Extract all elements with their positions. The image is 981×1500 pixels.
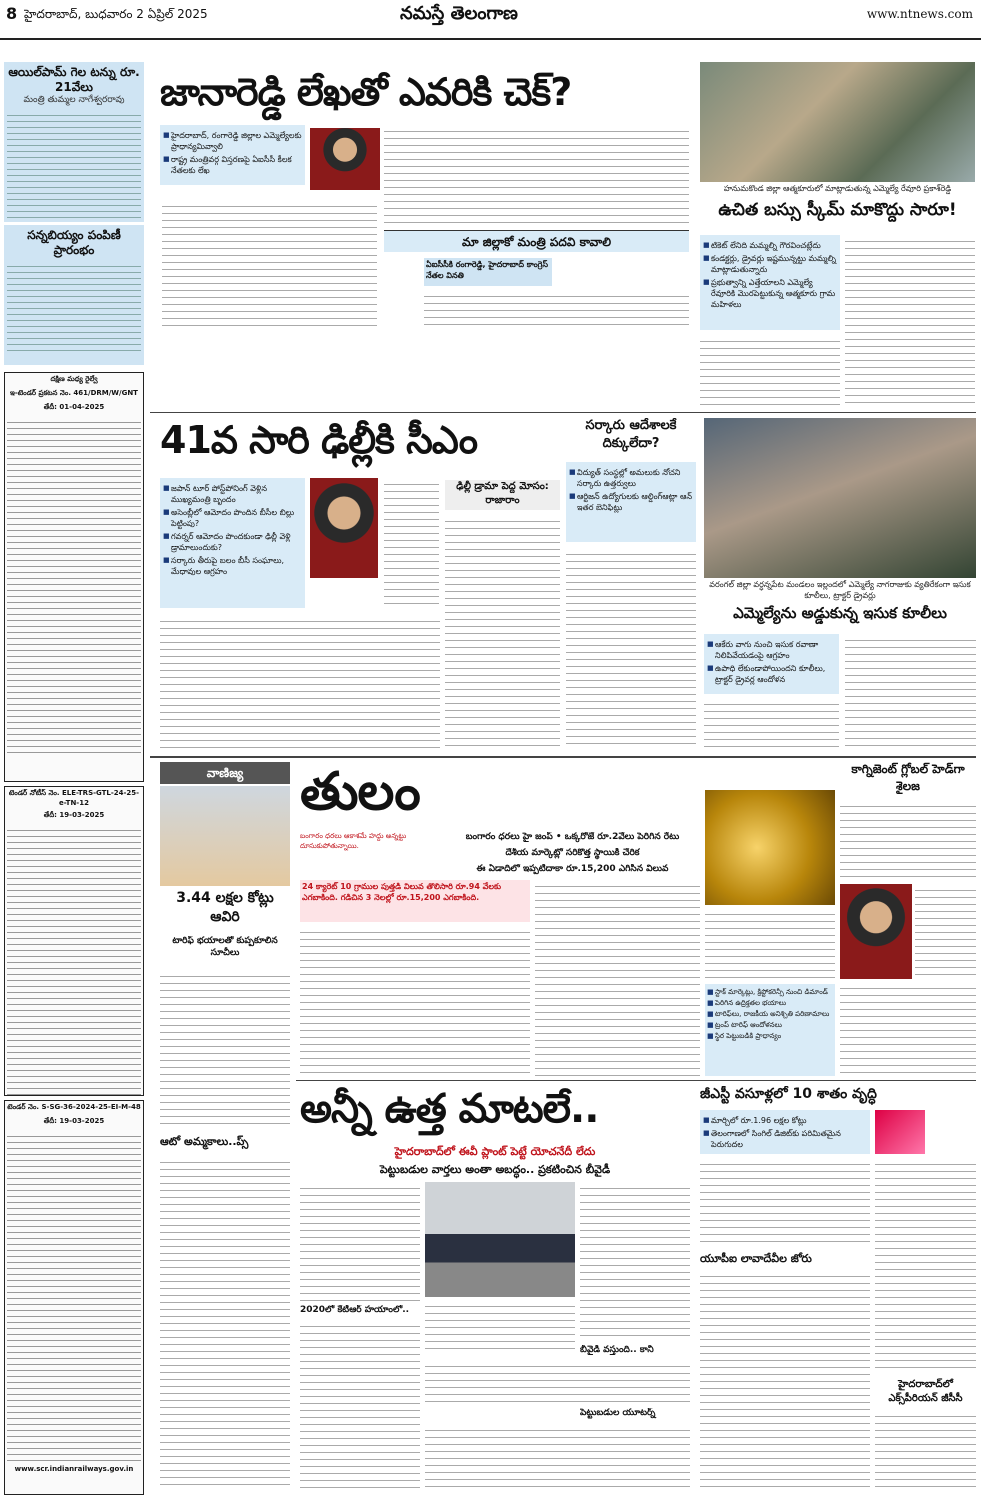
top-bullet-1: ■ హైదరాబాద్, రంగారెడ్డి జిల్లాల ఎమ్మెల్యేలకు ప్రాధాన్యమివ్వాలి — [163, 130, 302, 152]
right-mid-bullets — [704, 634, 839, 694]
upi-title: యూపీఐ లావాదేవీల జోరు — [700, 1252, 812, 1265]
right-top-photo — [700, 62, 975, 182]
gold-factor-4: ■ ట్రంప్ టారిఫ్ ఆందోళనలు — [707, 1021, 833, 1030]
right-mid-body-2 — [704, 698, 839, 750]
tender-date-2: తేదీ: 19-03-2025 — [43, 811, 105, 819]
bottom-headline: అన్నీ ఉత్త మాటలే.. — [300, 1086, 599, 1132]
mid-body-3 — [445, 515, 560, 750]
janareddy-photo — [310, 128, 380, 190]
right-top-headline: ఉచిత బస్సు స్కీమ్ మాకొద్దు సారూ! — [718, 200, 957, 220]
top-sub-story — [384, 230, 689, 252]
gold-body-2 — [535, 880, 700, 1076]
right-top-body — [845, 235, 975, 405]
right-mid-caption: వరంగల్ జిల్లా వర్ధన్నపేట మండలం ఇల్లందలో ఎమ్మెల్యే నాగరాజుకు వ్యతిరేకంగా ఇసుక కూలీలు, ట్రాక్టర్ డ్రైవర్లు — [709, 580, 971, 600]
commerce-left-title: 3.44 లక్షల కోట్లు ఆవిరి — [176, 890, 274, 925]
mid-side-body — [566, 548, 696, 750]
website-link[interactable]: www.ntnews.com — [866, 7, 973, 21]
bottom-body-6 — [425, 1424, 690, 1490]
right-mid-photo — [704, 418, 976, 578]
tender-date-1: తేదీ: 01-04-2025 — [43, 403, 105, 411]
commerce-section-label: వాణిజ్య — [160, 762, 290, 784]
bottom-strap: పెట్టుబడుల వార్తలు అంతా అబద్ధం.. ప్రకటించిన బీవైడీ — [379, 1163, 611, 1176]
left-story-2-body — [7, 261, 141, 356]
auto-sales-body — [160, 1156, 290, 1486]
cognizant-body-3 — [840, 982, 976, 1076]
bottom-body-3 — [300, 1320, 420, 1490]
bottom-subhead-2: బీవైడీ వస్తుంది.. కానీ — [580, 1345, 654, 1355]
mid-bullet-3: ■ గవర్నర్ ఆమోదం పొందకుండా ఢిల్లీ వెళ్లి డ్రామాలుందుకు? — [163, 531, 302, 553]
tender-title-1: ఇ-టెండర్ ప్రకటన నెం. 461/DRM/W/GNT — [10, 389, 138, 397]
gold-sub-strap-3: ఈ ఏడాదిలో ఇప్పటిదాకా రూ.15,200 ఎగిసిన విలువ — [476, 864, 669, 874]
right-mid-body — [845, 634, 976, 750]
top-body-col2 — [384, 125, 689, 225]
bottom-body-5 — [425, 1360, 690, 1405]
top-body-col3 — [424, 290, 689, 330]
gold-body-1 — [300, 926, 530, 1076]
right-top-bullet-1: ■ టికెట్ లేనిది మమ్మల్ని గౌరవించట్లేదు — [703, 240, 837, 251]
bottom-subhead-3: పెట్టుబడుల యూటర్న్ — [580, 1408, 656, 1418]
right-top-bullets — [700, 235, 840, 330]
gst-body-2 — [875, 1158, 976, 1373]
mid-headline: 41వ సారి ఢిల్లీకి సీఎం — [160, 418, 478, 462]
gold-strap: బంగారం ధరలు ఆకాశమే హద్దు అన్నట్టు దూసుకుపోతున్నాయి. — [300, 832, 407, 850]
gold-red-note: 24 క్యారెట్ 10 గ్రాముల పుత్తడి విలువ తొలిసారి రూ.94 వేలకు ఎగబాకింది. గడిచిన 3 నెలల్లో రూ.15,200 ఎగబాకింది. — [300, 880, 530, 922]
cognizant-body-2 — [915, 884, 976, 979]
byd-showroom-photo — [425, 1182, 575, 1297]
cm-photo — [310, 478, 378, 578]
market-stress-photo — [160, 786, 290, 886]
gst-bullet-1: ■ మార్చిలో రూ.1.96 లక్షల కోట్లు — [703, 1115, 867, 1126]
left-story-2 — [4, 225, 144, 365]
dateline: హైదరాబాద్, బుధవారం 2 ఏప్రిల్ 2025 — [24, 7, 208, 21]
mid-body-2 — [160, 615, 440, 750]
mid-side-title: ఢిల్లీ డ్రామా పెద్ద మోసం: రాజారాం — [445, 480, 560, 510]
gold-factor-1: ■ స్టాక్ మార్కెట్లు, క్రిప్టోకరెన్సీ నుంచి డిమాండ్ — [707, 988, 833, 997]
gold-factor-5: ■ స్థిర పెట్టుబడికి ప్రాధాన్యం — [707, 1032, 833, 1041]
gold-body-3 — [705, 908, 835, 980]
bottom-body-2 — [580, 1182, 690, 1342]
shailaja-photo — [840, 884, 912, 979]
expo-body — [875, 1410, 976, 1490]
cognizant-body — [840, 800, 976, 880]
top-sub-kicker: ఏఐసీసీకి రంగారెడ్డి, హైదరాబాద్ కాంగ్రెస్ నేతల వినతి — [424, 258, 552, 286]
bottom-red-strap: హైదరాబాద్‌లో ఈవీ ప్లాంట్ పెట్టే యోచనేదీ లేదు — [394, 1145, 596, 1158]
bottom-body-4 — [425, 1300, 575, 1355]
gst-bullet-2: ■ తెలంగాణలో సింగిల్ డిజిట్‌కు పరిమితమైన పెరుగుదల — [703, 1128, 867, 1150]
tender-title-2: టెండర్ నోటీస్ నెం. ELE-TRS-GTL-24-25-e-TN-12 — [8, 789, 140, 807]
top-bullets — [160, 125, 305, 185]
right-top-bullet-3: ■ ప్రభుత్వాన్ని ఎత్తేయాలని ఎమ్మెల్యే రేవూరికి మొరపెట్టుకున్న ఆత్మకూరు గ్రామ మహిళలు — [703, 277, 837, 310]
mid-side-kicker: సర్కారు ఆదేశాలకే దిక్కులేదా? — [585, 418, 677, 451]
tender-footer-link[interactable]: www.scr.indianrailways.gov.in — [14, 1465, 134, 1473]
right-top-bullet-2: ■ కండక్టర్లు, డ్రైవర్లు ఇష్టమున్నట్టు మమ్మల్ని మాట్లాడుతున్నారు — [703, 253, 837, 275]
gold-headline: తులం — [300, 762, 420, 822]
railway-tender-ad-3 — [4, 1100, 144, 1495]
mid-bullet-2: ■ అసెంబ్లీలో ఆమోదం పొందిన బీసీల బిల్లు పెట్టింపు? — [163, 507, 302, 529]
auto-sales-title: ఆటో అమ్మకాలు..ప్స్ — [160, 1135, 249, 1148]
bottom-body-1 — [300, 1182, 420, 1302]
right-top-body-2 — [700, 335, 840, 405]
brand-name: నమస్తే తెలంగాణ — [400, 3, 518, 24]
left-story-1-body — [7, 110, 141, 222]
masthead — [0, 0, 981, 40]
railway-org: దక్షిణ మధ్య రైల్వే — [50, 375, 98, 383]
gold-sub-strap: బంగారం ధరలు హై జంప్ • ఒక్కరోజే రూ.2వేలు పెరిగిన రేటు — [465, 832, 680, 842]
gold-factor-bullets — [705, 984, 835, 1076]
expo-title: హైదరాబాద్‌లో ఎక్స్‌పీరియన్ జీసీసీ — [888, 1379, 963, 1404]
right-top-caption: హనుమకొండ జిల్లా ఆత్మకూరులో మాట్లాడుతున్న ఎమ్మెల్యే రేవూరి ప్రకాశ్‌రెడ్డి — [723, 184, 952, 193]
mid-side-bullet-2: ■ ఆర్టిజన్ ఉద్యోగులకు ఆల్డింగ్‌ఆట్లా ఆన్ ఇతర బెనిఫిట్లు — [569, 491, 693, 513]
gold-jewellery-photo — [705, 790, 835, 905]
mid-bullet-1: ■ జపాన్ టూర్ పోస్ట్‌పోనింగ్ వెళ్లిన ముఖ్యమంత్రి బృందం — [163, 483, 302, 505]
top-sub-title: మా జిల్లాకో మంత్రి పదవి కావాలి — [461, 235, 612, 249]
divider — [296, 1080, 976, 1081]
top-headline: జానారెడ్డి లేఖతో ఎవరికి చెక్? — [160, 70, 572, 114]
tender-date-3: తేదీ: 19-03-2025 — [43, 1117, 105, 1125]
left-story-2-title: సన్నబియ్యం పంపిణీ ప్రారంభం — [27, 228, 121, 257]
left-story-1-title: ఆయిల్‌పామ్ గెల టన్ను రూ. 21వేలు — [8, 65, 140, 94]
tender-title-3: టెండర్ నెం. S-SG-36-2024-25-EI-M-48 — [7, 1103, 141, 1111]
commerce-left-body — [160, 970, 290, 1130]
left-story-1-subtitle: మంత్రి తుమ్మల నాగేశ్వరరావు — [23, 95, 125, 105]
gst-graphic — [875, 1110, 925, 1154]
gst-title: జీఎస్టీ వసూళ్లలో 10 శాతం వృద్ధి — [700, 1086, 877, 1102]
mid-body-1 — [384, 478, 439, 608]
railway-tender-ad-1 — [4, 372, 144, 782]
railway-tender-ad-2 — [4, 786, 144, 1096]
mid-bullets — [160, 478, 305, 608]
cognizant-title: కాగ్నిజెంట్ గ్లోబల్ హెడ్‌గా శైలజ — [851, 762, 965, 793]
mid-side-bullet-1: ■ విద్యుత్ సంస్థల్లో అమలుకు నోచని సర్కారు ఉత్తర్వులు — [569, 467, 693, 489]
divider — [150, 756, 976, 758]
right-mid-bullet-2: ■ ఉపాధి లేకుండాపోయిందని కూలీలు, ట్రాక్టర్ డ్రైవర్ల ఆందోళన — [707, 663, 836, 685]
gold-factor-3: ■ టారిఫ్‌లు, రాజకీయ అనిశ్చితి పరిణామాలు — [707, 1010, 833, 1019]
divider — [150, 412, 976, 413]
commerce-left-sub: టారిఫ్ భయాలతో కుప్పకూలిన సూచీలు — [172, 936, 278, 958]
gold-factor-2: ■ పెరిగిన ఉద్రిక్తతల భయాలు — [707, 999, 833, 1008]
right-mid-bullet-1: ■ ఆకేరు వాగు నుంచి ఇసుక రవాణా నిలిపివేయడంపై ఆగ్రహం — [707, 639, 836, 661]
left-story-1 — [4, 62, 144, 222]
upi-body — [700, 1270, 870, 1490]
bottom-subhead-1: 2020లో కేటీఆర్ హయాంలో.. — [300, 1305, 410, 1315]
gold-sub-strap-2: దేశీయ మార్కెట్లో సరికొత్త స్థాయికి చేరిక — [505, 848, 640, 858]
page-number: 8 — [6, 4, 18, 23]
mid-bullet-4: ■ సర్కారు తీరుపై బలం బీసీ సంఘాలు, మేధావుల ఆగ్రహం — [163, 555, 302, 577]
right-mid-headline: ఎమ్మెల్యేను అడ్డుకున్న ఇసుక కూలీలు — [733, 604, 947, 622]
top-body-col1 — [162, 200, 377, 330]
gst-bullets — [700, 1110, 870, 1154]
gst-body-1 — [700, 1158, 870, 1248]
top-bullet-2: ■ రాష్ట్ర మంత్రివర్గ విస్తరణపై ఏఐసీసీ కీలక నేతలకు లేఖ — [163, 154, 302, 176]
mid-side-bullets — [566, 462, 696, 542]
